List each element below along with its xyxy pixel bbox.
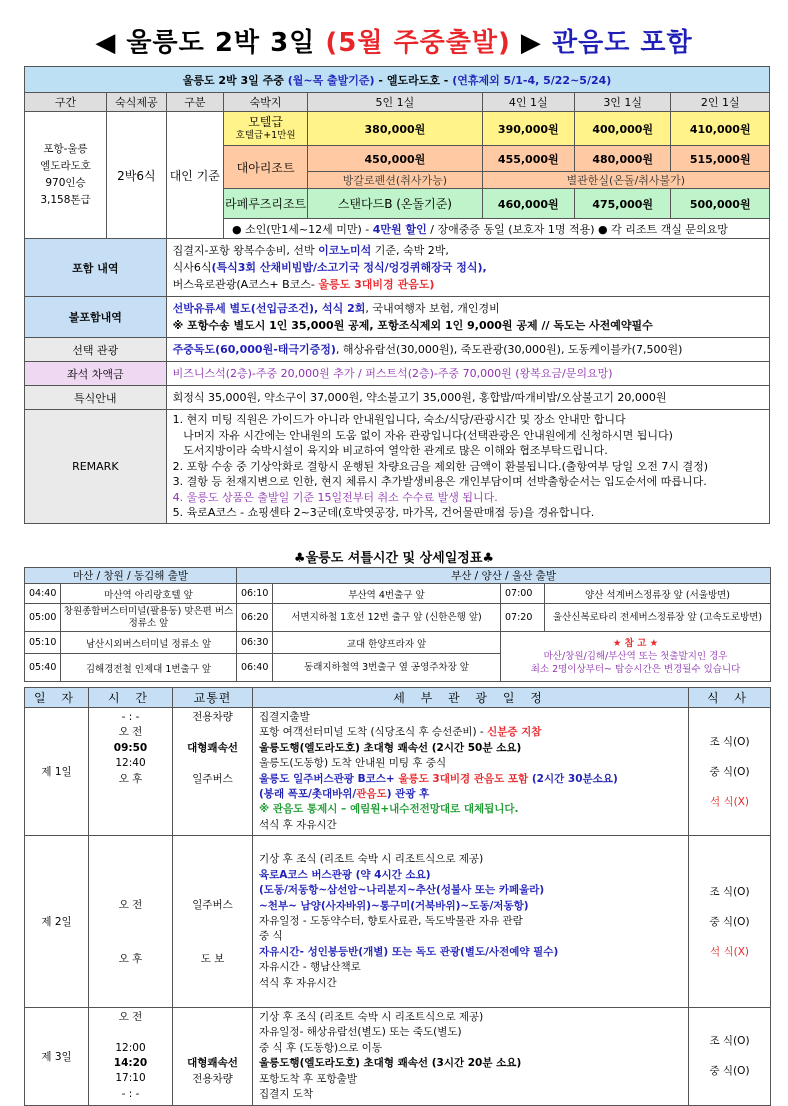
- optional-content: 주중독도(60,000원-태극기증정), 해상유람선(30,000원), 죽도관광(30,000원), 도동케이블카(7,500원): [166, 338, 769, 362]
- special-label: 특식안내: [25, 386, 167, 410]
- shuttle-place: 창원종합버스터미널(팔용동) 맞은편 버스정류소 앞: [61, 604, 237, 632]
- shuttle-time: 05:00: [25, 604, 61, 632]
- price-cell: 390,000원: [482, 112, 574, 146]
- shuttle-head-left: 마산 / 창원 / 동김해 출발: [25, 568, 237, 584]
- day2-times: 오 전 오 후: [89, 836, 173, 1008]
- daea-sub-note-2: 별관한실(온돌/취사불가): [482, 172, 769, 189]
- day3-times: 오 전 12:00 14:20 17:10 - : -: [89, 1008, 173, 1105]
- schedule-header: 일 자: [25, 688, 89, 708]
- shuttle-caution: ★ 참 고 ★ 마산/창원/김해/부산역 또는 첫출발지인 경우 최소 2명이상부터~ 탑승시간은 변경될수 있습니다: [501, 632, 771, 682]
- price-cell: 500,000원: [671, 189, 770, 219]
- shuttle-time: 07:20: [501, 604, 545, 632]
- shuttle-time: 05:10: [25, 632, 61, 654]
- schedule-header: 세 부 관 광 일 정: [253, 688, 689, 708]
- remark-content: 1. 현지 미팅 직원은 가이드가 아니라 안내원입니다, 숙소/식당/관광시간 및 장소 안내만 합니다 나머지 자유 시간에는 안내원의 도움 없이 자유 관광입니다(선택관광은 안내원에게 신청하시면 됩니다) 도서지방이라 숙박시설이 육지와 비교하여 열악한 관계로 많은 이해와 협조부탁드립니다. 2. 포항 수송 중 기상악화로 결항시 운행된 차량요금을 제외한 금액이 환불됩니다.(출항여부 당일 오전 7시 결정) 3. 결항 등 천재지변으로 인한, 현지 체류시 추가발생비용은 개인부담이며 선박출항순서는 입도순서에 따릅니다. 4. 울릉도 상품은 출발일 기준 15일전부터 취소 수수료 발생 됩니다. 5. 육로A코스 - 쇼핑센타 2~3군데(호박엿공장, 마가목, 건어물판매점 등)을 경유합니다.: [166, 410, 769, 524]
- shuttle-place: 남산시외버스터미널 정류소 앞: [61, 632, 237, 654]
- day1-details: 집결지출발 포항 여객선터미널 도착 (식당조식 후 승선준비) - 신분증 지참 울릉도행(엘도라도호) 초대형 쾌속선 (2시간 50분 소요) 울릉도(도동항) 도착 안내원 미팅 후 중식 울릉도 일주버스관광 B코스+ 울릉도 3대비경 관음도 포함 (2시간 30분소요) (봉래 폭포/촛대바위/관음도) 관광 후 ※ 관음도 통제시 – 예림원+내수전전망대로 대체됩니다. 석식 후 자유시간: [253, 708, 689, 836]
- day3-transport: 대형쾌속선 전용차량: [173, 1008, 253, 1105]
- day-label: 제 3일: [25, 1008, 89, 1105]
- shuttle-title: ♣울릉도 셔틀시간 및 상세일정표♣: [293, 551, 495, 566]
- col-header: 5인 1실: [308, 93, 482, 112]
- price-table: [24, 66, 770, 524]
- col-header: 4인 1실: [482, 93, 574, 112]
- shuttle-place: 부산역 4번출구 앞: [273, 584, 501, 604]
- page-title: [0, 22, 788, 59]
- schedule-header: 식 사: [689, 688, 771, 708]
- shuttle-place: 동래지하철역 3번출구 옆 공영주차장 앞: [273, 654, 501, 682]
- shuttle-time: 06:30: [237, 632, 273, 654]
- day3-meals: 조 식(O) 중 식(O): [689, 1008, 771, 1105]
- col-header: 구간: [25, 93, 107, 112]
- schedule-table: [24, 687, 771, 1106]
- schedule-header: 시 간: [89, 688, 173, 708]
- shuttle-place: 울산신복로타리 전세버스정류장 앞 (고속도로방면): [545, 604, 771, 632]
- price-cell: 380,000원: [308, 112, 482, 146]
- left-arrow-icon: ◀: [95, 28, 117, 58]
- optional-label: 선택 관광: [25, 338, 167, 362]
- col-header: 숙식제공: [107, 93, 167, 112]
- price-cell: 515,000원: [671, 146, 770, 172]
- seat-label: 좌석 차액금: [25, 362, 167, 386]
- day-label: 제 2일: [25, 836, 89, 1008]
- basis-cell: 대인 기준: [166, 112, 223, 239]
- remark-label: REMARK: [25, 410, 167, 524]
- title-red: (5월 주중출발): [325, 28, 511, 58]
- room-type: 스탠다드B (온돌기준): [308, 189, 482, 219]
- day1-times: - : - 오 전 09:50 12:40 오 후: [89, 708, 173, 836]
- day-label: 제 1일: [25, 708, 89, 836]
- shuttle-head-right: 부산 / 양산 / 울산 출발: [237, 568, 771, 584]
- shuttle-time: 06:10: [237, 584, 273, 604]
- day3-details: 기상 후 조식 (리조트 숙박 시 리조트식으로 제공) 자유일정- 해상유람선(별도) 또는 죽도(별도) 중 식 후 (도동항)으로 이동 울릉도행(엘도라도호) 초대형 쾌속선 (3시간 20분 소요) 포항도착 후 포항출발 집결지 도착: [253, 1008, 689, 1105]
- includes-label: 포함 내역: [25, 239, 167, 297]
- title-main: 울릉도 2박 3일: [126, 28, 316, 58]
- shuttle-table: [24, 567, 771, 682]
- day1-meals: 조 식(O) 중 식(O) 석 식(X): [689, 708, 771, 836]
- lodging-laperouse: 라페루즈리조트: [224, 189, 308, 219]
- price-cell: 400,000원: [574, 112, 670, 146]
- day2-transport: 일주버스 도 보: [173, 836, 253, 1008]
- price-cell: 455,000원: [482, 146, 574, 172]
- meals-cell: 2박6식: [107, 112, 167, 239]
- col-header: 3인 1실: [574, 93, 670, 112]
- includes-content: 집결지-포항 왕복수송비, 선박 이코노미석 기준, 숙박 2박, 식사6식(특식3회 산채비빔밥/소고기국 정식/엉겅퀴해장국 정식), 버스육로관광(A코스+ B코스- 울릉도 3대비경 관음도): [166, 239, 769, 297]
- price-cell: 475,000원: [574, 189, 670, 219]
- seat-content: 비즈니스석(2층)-주중 20,000원 추가 / 퍼스트석(2층)-주중 70,000원 (왕복요금/문의요망): [166, 362, 769, 386]
- col-header: 2인 1실: [671, 93, 770, 112]
- col-header: 숙박지: [224, 93, 308, 112]
- shuttle-time: 04:40: [25, 584, 61, 604]
- price-cell: 450,000원: [308, 146, 482, 172]
- route-cell: 포항-울릉 엘도라도호 970인승 3,158톤급: [25, 112, 107, 239]
- lodging-motel: 모텔급 호텔급+1만원: [224, 112, 308, 146]
- title-blue: 관음도 포함: [551, 28, 693, 58]
- shuttle-time: 05:40: [25, 654, 61, 682]
- special-content: 회정식 35,000원, 약소구이 37,000원, 약소불고기 35,000원, 홍합밥/따개비밥/오삼불고기 20,000원: [166, 386, 769, 410]
- shuttle-time: 07:00: [501, 584, 545, 604]
- day1-transport: 전용차량 대형쾌속선 일주버스: [173, 708, 253, 836]
- shuttle-time: 06:20: [237, 604, 273, 632]
- right-arrow-icon: ▶: [520, 28, 542, 58]
- price-table-header: 울릉도 2박 3일 주중 (월~목 출발기준) - 엘도라도호 - (연휴제외 5/1-4, 5/22~5/24): [25, 67, 770, 93]
- shuttle-place: 서면지하철 1호선 12번 출구 앞 (신한은행 앞): [273, 604, 501, 632]
- price-cell: 480,000원: [574, 146, 670, 172]
- excludes-label: 불포함내역: [25, 297, 167, 338]
- day2-details: 기상 후 조식 (리조트 숙박 시 리조트식으로 제공) 육로A코스 버스관광 (약 4시간 소요) (도동/저동항~삼선암~나리분지~추산(성불사 또는 카페울라) ~천부~ 남양(사자바위)~통구미(거북바위)~도동/저동항) 자유일정 - 도동약수터, 향토사료관, 독도박물관 자유 관람 중 식 자유시간- 성인봉등반(개별) 또는 독도 관광(별도/사전예약 필수) 자유시간 - 행남산책로 석식 후 자유시간: [253, 836, 689, 1008]
- price-cell: 410,000원: [671, 112, 770, 146]
- shuttle-place: 교대 한양프라자 앞: [273, 632, 501, 654]
- daea-sub-note: 방갈로펜션(취사가능): [308, 172, 482, 189]
- price-cell: 460,000원: [482, 189, 574, 219]
- excludes-content: 선박유류세 별도(선입금조건), 석식 2회, 국내여행자 보험, 개인경비 ※ 포항수송 별도시 1인 35,000원 공제, 포항조식제외 1인 9,000원 공제 // 독도는 사전예약필수: [166, 297, 769, 338]
- shuttle-place: 마산역 아리랑호텔 앞: [61, 584, 237, 604]
- shuttle-time: 06:40: [237, 654, 273, 682]
- col-header: 구분: [166, 93, 223, 112]
- day2-meals: 조 식(O) 중 식(O) 석 식(X): [689, 836, 771, 1008]
- shuttle-place: 양산 석계버스정류장 앞 (서울방면): [545, 584, 771, 604]
- shuttle-place: 김해경전철 인제대 1번출구 앞: [61, 654, 237, 682]
- schedule-header: 교통편: [173, 688, 253, 708]
- lodging-daea: 대아리조트: [224, 146, 308, 189]
- child-note: ● 소인(만1세~12세 미만) - 4만원 할인 / 장애중증 동일 (보호자 1명 적용) ● 각 리조트 객실 문의요망: [224, 219, 770, 239]
